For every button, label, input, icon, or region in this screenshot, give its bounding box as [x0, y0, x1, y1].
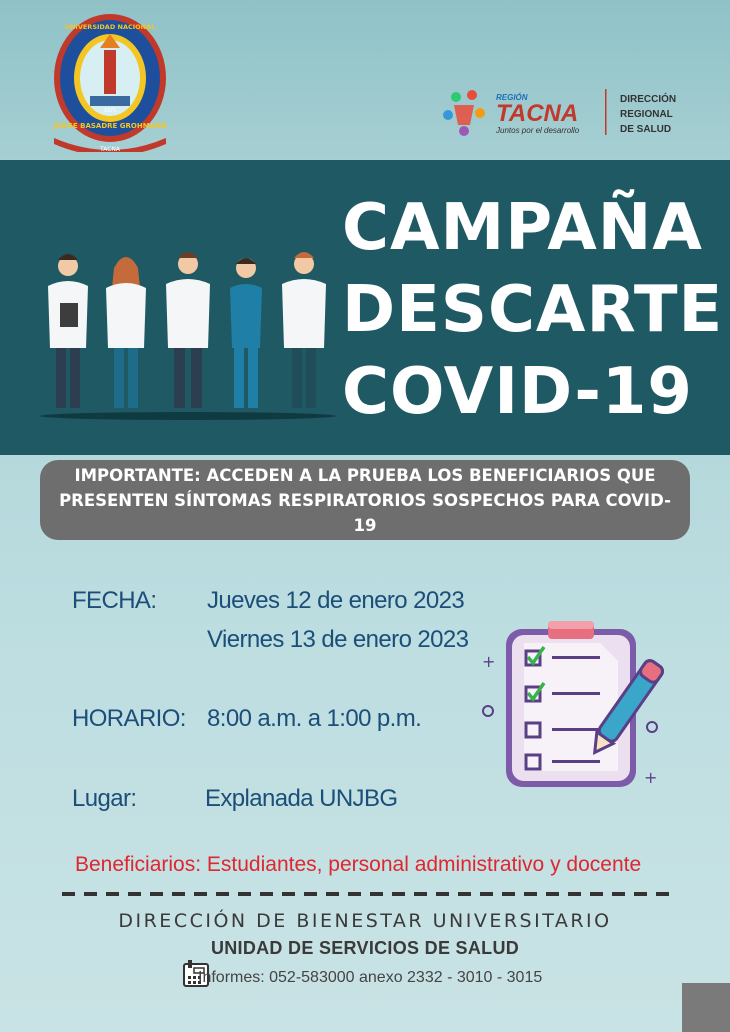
notice-line-2: PRESENTEN SÍNTOMAS RESPIRATORIOS SOSPECHOS PARA COVID-19 — [59, 490, 671, 535]
health-office-line2: REGIONAL — [620, 109, 673, 120]
seal-top-text: UNIVERSIDAD NACIONAL — [64, 23, 156, 31]
region-tacna-logo-icon — [440, 85, 700, 145]
doctor-2 — [106, 257, 146, 408]
svg-text:+: + — [644, 768, 658, 787]
doctor-5 — [282, 252, 326, 408]
region-label: REGIÓN — [496, 93, 528, 102]
place-label: Lugar: — [72, 785, 137, 812]
svg-text:+: + — [482, 652, 496, 671]
doctor-3 — [166, 252, 210, 408]
beneficiaries-text: Beneficiarios: Estudiantes, personal administrativo y docente — [75, 853, 642, 876]
region-tagline: Juntos por el desarrollo — [496, 126, 580, 135]
seal-bottom-text: JORGE BASADRE GROHMANN — [53, 122, 167, 130]
health-office-line1: DIRECCIÓN — [620, 94, 677, 105]
health-office-line3: DE SALUD — [620, 124, 672, 135]
date-label: FECHA: — [72, 587, 157, 614]
place-value: Explanada UNJBG — [205, 785, 398, 812]
important-notice — [40, 460, 690, 540]
seal-year-text: 1971 — [103, 108, 117, 114]
date-value-1: Jueves 12 de enero 2023 — [207, 587, 465, 614]
doctors-illustration — [38, 248, 338, 423]
corner-block — [682, 983, 730, 1032]
seal-city-text: TACNA — [100, 146, 120, 152]
doctor-4 — [230, 258, 262, 408]
university-seal-icon — [50, 12, 170, 152]
time-value: 8:00 a.m. a 1:00 p.m. — [207, 705, 422, 732]
time-label: HORARIO: — [72, 705, 186, 732]
title-line-2: DESCARTE — [342, 273, 724, 347]
date-value-2: Viernes 13 de enero 2023 — [207, 626, 469, 653]
title-line-1: CAMPAÑA — [342, 191, 703, 265]
dashed-divider — [62, 892, 674, 896]
title-line-3: COVID-19 — [342, 355, 693, 429]
unit-name: UNIDAD DE SERVICIOS DE SALUD — [210, 938, 520, 958]
doctor-1 — [48, 254, 88, 408]
checklist-clipboard-icon — [478, 615, 668, 790]
contact-info: Informes: 052-583000 anexo 2332 - 3010 - 3015 — [198, 969, 543, 986]
office-name: DIRECCIÓN DE BIENESTAR UNIVERSITARIO — [118, 910, 612, 932]
notice-line-1: IMPORTANTE: ACCEDEN A LA PRUEBA LOS BENEFICIARIOS QUE — [74, 465, 656, 485]
region-name: TACNA — [496, 100, 579, 127]
